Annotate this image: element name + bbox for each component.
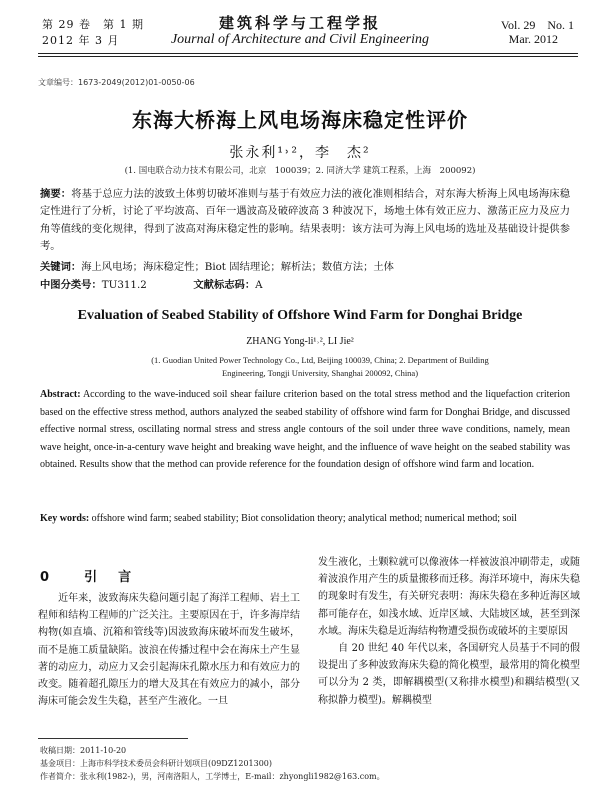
body-column-left [38, 590, 300, 710]
footnote-funding: 基金项目：上海市科学技术委员会科研计划项目(09DZ1201300) [40, 759, 273, 768]
keywords-cn [40, 258, 570, 273]
paper-title-en: Evaluation of Seabed Stability of Offshore Wind Farm for Donghai Bridge [77, 308, 523, 323]
keywords-en [40, 510, 570, 528]
keywords-cn-label: 关键词： [40, 261, 82, 273]
journal-name-en: Journal of Architecture and Civil Engineering [170, 32, 430, 47]
volume-en: Vol. 29 No. 1 [500, 18, 574, 32]
abstract-en [40, 386, 570, 474]
body-right-text-1: 发生液化，土颗粒就可以像液体一样被波浪冲刷带走，或随着波浪作用产生的质量搬移而迁移。海洋环境中，海床失稳的现象时有发生，有关研究表明：海床失稳在多种近海区域都可能存在，如浅水域、近岸区域、大陆坡区域，甚至到深水域。海床失稳是近海结构物遭受损伤或破坏的主要原因 [318, 557, 580, 637]
doc-code-label: 文献标志码： [193, 279, 256, 291]
affiliation-cn: (1. 国电联合动力技术有限公司，北京 100039；2. 同济大学 建筑工程系，上海 200092) [124, 166, 476, 176]
volume-cn: 第 29 卷 第 1 期 [42, 18, 144, 31]
authors-cn: 张永利¹˒²，李 杰² [229, 145, 371, 161]
affiliation-en: (1. Guodian United Power Technology Co., Ltd, Beijing 100039, China; 2. Department of Building Engineering, Tongji University, Shanghai 200092, China) [151, 355, 489, 378]
keywords-en-label: Key words: [40, 513, 90, 524]
abstract-cn-text: 将基于总应力法的波致土体剪切破坏准则与基于有效应力法的液化准则相结合，对东海大桥海上风电场海床稳定性进行了分析，讨论了平均波高、百年一遇波高及破碎波高 3 种波况下，场地土体有效正应力、激荡正应力及应力角等值线的变化规律，得到了波高对海床稳定性的影响。结果表明：该方法可为海上风电场的选址及基础设计提供参考。 [40, 188, 571, 253]
header-rule-top [38, 53, 578, 54]
header-rule-bottom [38, 56, 578, 57]
footnote-rule [38, 738, 188, 739]
abstract-cn-label: 摘要： [40, 188, 72, 200]
footnotes [40, 744, 570, 783]
clc-value: TU311.2 [101, 279, 147, 291]
body-column-right [318, 554, 580, 709]
body-right-text-2: 自 20 世纪 40 年代以来，各国研究人员基于不同的假设提出了多种波致海床失稳的简化模型，最常用的简化模型可以分为 2 类，即解耦模型(又称排水模型)和耦结模型(又称拟静力模型)。解耦模型 [318, 643, 580, 706]
journal-name-cn: 建筑科学与工程学报 [218, 14, 381, 32]
abstract-en-label: Abstract: [40, 389, 81, 400]
section-heading [40, 566, 135, 585]
authors-en: ZHANG Yong-li¹˒², LI Jie² [246, 336, 354, 347]
paper-title-cn: 东海大桥海上风电场海床稳定性评价 [132, 108, 468, 132]
date-cn: 2012 年 3 月 [42, 34, 120, 47]
footnote-author: 作者简介：张永利(1982-)，男，河南洛阳人，工学博士，E-mail：zhyongli1982@163.com。 [40, 772, 385, 781]
section-number: 0 [40, 570, 54, 585]
classification-line [40, 276, 570, 291]
body-left-text: 近年来，波致海床失稳问题引起了海洋工程师、岩土工程师和结构工程师的广泛关注。主要原因在于，许多海岸结构物(如直墙、沉箱和管线等)因波致海床破坏而发生破坏，而不是施工质量缺陷。波浪在传播过程中会在海床土产生显著的动应力，动应力又会引起海床孔隙水压力和有效应力的改变。随着超孔隙压力的增大及其在有效应力的减小，部分海床可能会发生失稳，甚至产生液化。一旦 [38, 593, 300, 708]
article-number: 文章编号：1673-2049(2012)01-0050-06 [38, 78, 195, 87]
footnote-received: 收稿日期：2011-10-20 [40, 746, 127, 755]
abstract-en-text: According to the wave-induced soil shear failure criterion based on the total stress method and the liquefaction criterion based on the effective stress method, authors analyzed the seabed stability of offshore wind farm for Donghai Bridge, and discussed effective normal stress, oscillating normal stress and stress angle contours of the soil under three wave conditions, namely, mean wave height, once-in-a-century wave height and breaking wave height, and the influence of wave height on the seabed stability was obtained. Results show that the method can provide reference for the foundation design of offshore wind farm and location. [40, 389, 570, 471]
date-en: Mar. 2012 [508, 32, 558, 46]
running-header [0, 0, 600, 72]
doc-code-value: A [255, 279, 263, 291]
section-title: 引 言 [84, 570, 136, 585]
keywords-en-text: offshore wind farm; seabed stability; Biot consolidation theory; analytical method; numerical method; soil [91, 513, 517, 524]
clc-label: 中图分类号： [40, 279, 102, 291]
abstract-cn [40, 186, 570, 256]
keywords-cn-text: 海上风电场；海床稳定性；Biot 固结理论；解析法；数值方法；土体 [81, 261, 394, 273]
